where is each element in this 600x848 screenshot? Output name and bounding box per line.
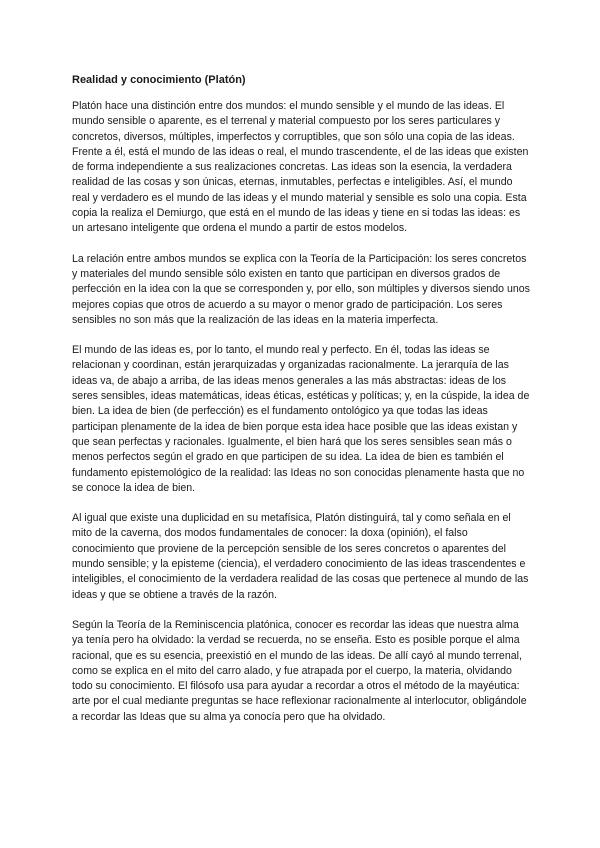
paragraph-two-worlds: Platón hace una distinción entre dos mundos: el mundo sensible y el mundo de las ideas. El mundo sensible o aparente, es el terrenal y material compuesto por los seres particulares y concretos, diversos, múltiples, imperfectos y corruptibles, que son sólo una copia de las ideas. Frente a él, está el mundo de las ideas o real, el mundo trascendente, el de las ideas que existen de forma independiente a sus realizaciones concretas. Las ideas son la esencia, la verdadera realidad de las cosas y son únicas, eternas, inmutables, perfectas e inteligibles. Así, el mundo real y verdadero es el mundo de las ideas y el mundo material y sensible es solo una copia. Esta copia la realiza el Demiurgo, que está en el mundo de las ideas y tiene en si todas las ideas: es un artesano inteligente que ordena el mundo a partir de estos modelos. [72,100,529,235]
paragraph-knowledge: Al igual que existe una duplicidad en su metafísica, Platón distinguirá, tal y como señala en el mito de la caverna, dos modos fundamentales de conocer: la doxa (opinión), el falso conocimiento que proviene de la percepción sensible de los seres concretos o aparentes del mundo sensible; y la episteme (ciencia), el verdadero conocimiento de las ideas trascendentes e inteligibles, el conocimiento de la verdadera realidad de las cosas que pertenece al mundo de las ideas y que se obtiene a través de la razón. [72,512,529,601]
paragraph-reminiscence: Según la Teoría de la Reminiscencia platónica, conocer es recordar las ideas que nuestra alma ya tenía pero ha olvidado: la verdad se recuerda, no se enseña. Esto es posible porque el alma racional, que es su esencia, preexistió en el mundo de las ideas. De allí cayó al mundo terrenal, como se explica en el mito del carro alado, y fue atrapada por el cuerpo, la materia, olvidando todo su conocimiento. El filósofo usa para ayudar a recordar a otros el método de la mayéutica: arte por el cual mediante preguntas se hace reflexionar racionalmente al interlocutor, obligándole a recordar las Ideas que su alma ya conocía pero que ha olvidado. [72,618,527,723]
document-title: Realidad y conocimiento (Platón) [72,74,246,86]
document-page [72,72,532,740]
paragraph-world-of-ideas: El mundo de las ideas es, por lo tanto, el mundo real y perfecto. En él, todas las ideas se relacionan y coordinan, están jerarquizadas y organizadas racionalmente. La jerarquía de las ideas va, de abajo a arriba, de las ideas menos generales a las más abstractas: ideas de los seres sensibles, ideas matemáticas, ideas éticas, estéticas y políticas; y, en la cúspide, la idea de bien. La idea de bien (de perfección) es el fundamento ontológico ya que todas las ideas participan plenamente de la idea de bien porque esta idea hace posible que las ideas existan y que sean perfectas y racionales. Igualmente, el bien hará que los seres sensibles sean más o menos perfectos según el grado en que participen de su idea. La idea de bien es también el fundamento epistemológico de la realidad: las Ideas no son conocidas plenamente hasta que no se conoce la idea de bien. [72,344,530,494]
paragraph-participation: La relación entre ambos mundos se explica con la Teoría de la Participación: los seres concretos y materiales del mundo sensible sólo existen en tanto que participan en diversos grados de perfección en la idea con la que se corresponden y, por ello, son múltiples y diversos siendo unos mejores copias que otros de acuerdo a su mayor o menor grado de participación. Los seres sensibles no son más que la realización de las ideas en la materia imperfecta. [72,252,530,326]
